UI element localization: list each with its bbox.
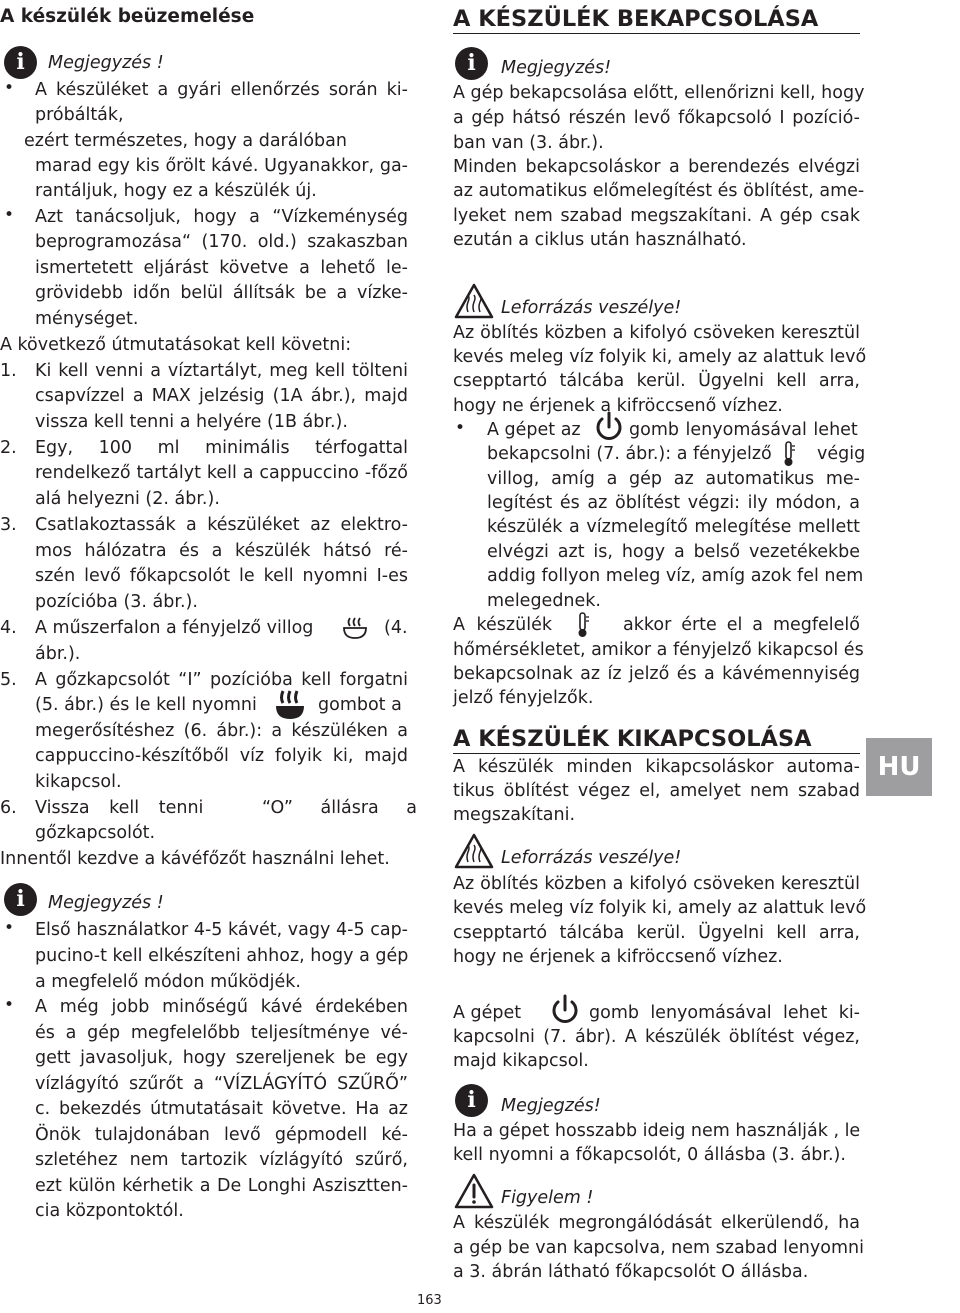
text-line: ezért természetes, hogy a darálóban [24,131,347,151]
text-line: a megfelelő módon működjék. [35,972,301,992]
info-icon: i [455,1084,488,1117]
text-line: marad egy kis őrölt kávé. Ugyanakkor, ga- [35,156,408,176]
text-line: csapvízzel a MAX jelzésig (1A ábr.), majd [35,386,408,406]
text-line: végig [817,444,866,464]
info-icon: i [455,47,488,80]
text-line: villog, amíg a gép az automatikus me- [487,469,860,489]
note-label: Megjegyzés! [501,58,612,78]
text-line: lyeket nem szabad megszakítani. A gép csak [453,206,860,226]
thermometer-icon [575,611,591,639]
text-line: melegednek. [487,591,601,611]
text-line: “O” állásra a [262,798,418,818]
text-line: Önök tulajdonában levő gépmodell ké- [35,1125,408,1145]
text-line: hogy ne érjenek a kifröccsenő vízhez. [453,396,783,416]
text-line: gomb lenyomásával lehet [629,420,858,440]
bullet-dot: • [4,995,15,1015]
text-line: ménységet. [35,309,139,329]
info-icon: i [4,46,37,79]
text-line: csepptartó tálcába kerül. Ügyelni kell arra, [453,371,860,391]
text-line: mos hálózatra és a készülék hátsó ré- [35,541,408,561]
text-line: gett javasoljuk, hogy szereljenek be egy [35,1048,408,1068]
step-number: 5. [0,670,17,690]
text-line: ezt külön kérhetik a De Longhi Aszisztten- [35,1176,408,1196]
section-title-switch-on: A KÉSZÜLÉK BEKAPCSOLÁSA [453,5,860,34]
text-line: pucino-t kell elkészíteni ahhoz, hogy a gép [35,946,409,966]
text-line: ezután a ciklus után használható. [453,230,747,250]
text-line: Minden bekapcsoláskor a berendezés elvégzi [453,157,860,177]
info-icon: i [4,883,37,916]
bullet-dot: • [4,205,15,225]
text-line: A gépet [453,1003,522,1023]
thermometer-icon [781,440,797,468]
text-line: A gőzkapcsolót “I” pozícióba kell forgatni [35,670,408,690]
text-line: Ha a gépet hosszabb ideig nem használják , le [453,1121,861,1141]
text-line: kikapcsol. [35,772,122,792]
text-line: A gép bekapcsolása előtt, ellenőrizni kell, hogy [453,83,865,103]
text-line: szletéhez nem tartozik vízlágyító szűrő, [35,1150,408,1170]
text-line: Az öblítés közben a kifolyó csöveken keresztül [453,874,860,894]
warning-label: Leforrázás veszélye! [501,848,682,868]
text-line: csepptartó tálcába kerül. Ügyelni kell arra, [453,923,860,943]
text-line: A következő útmutatásokat kell követni: [0,335,352,355]
text-line: alá helyezni (2. ábr.). [35,489,220,509]
section-title-installation: A készülék beüzemelése [0,6,255,27]
text-line: a 3. ábrán látható főkapcsolót O állásba. [453,1262,809,1282]
text-line: A készülék [453,615,552,635]
step-number: 2. [0,438,17,458]
bullet-dot: • [4,918,15,938]
text-line: kevés meleg víz folyik ki, amely az alattuk levő [453,347,867,367]
text-line: és a gép megfelelőbb teljesítménye vé- [35,1023,408,1043]
text-line: majd kikapcsol. [453,1051,589,1071]
text-line: megszakítani. [453,805,576,825]
note-label: Megjegzés! [501,1096,601,1116]
text-line: ábr.). [35,644,81,664]
text-line: Az öblítés közben a kifolyó csöveken keresztül [453,323,860,343]
text-line: A készüléket a gyári ellenőrzés során ki- [35,80,408,100]
text-line: akkor érte el a megfelelő [623,615,860,635]
text-line: A még jobb minőségű kávé érdekében [35,997,408,1017]
section-title-switch-off: A KÉSZÜLÉK KIKAPCSOLÁSA [453,725,860,754]
text-line: az automatikus előmelegítést és öblítést, ame- [453,181,865,201]
text-line: grövidebb időn belül állítsák be a vízke- [35,283,408,303]
text-line: elvégzi azt is, hogy a belső vezetékekbe [487,542,860,562]
step-number: 4. [0,618,17,638]
text-line: A készülék minden kikapcsoláskor automa- [453,757,860,777]
text-line: bekapcsolni (7. ábr.): a fényjelző [487,444,772,464]
steam-icon [340,614,370,640]
language-tab: HU [866,738,932,796]
text-line: kapcsolni (7. ábr). A készülék öblítést végez, [453,1027,860,1047]
text-line: rantáljuk, hogy ez a készülék új. [35,181,317,201]
power-button-icon [549,993,581,1027]
text-line: Azt tanácsoljuk, hogy a “Vízkeménység [35,207,408,227]
text-line: gomb lenyomásával lehet ki- [589,1003,860,1023]
text-line: vissza kell tenni a helyére (1B ábr.). [35,412,348,432]
text-line: kevés meleg víz folyik ki, amely az alattuk levő [453,898,867,918]
bullet-dot: • [455,418,466,438]
warning-label: Leforrázás veszélye! [501,298,682,318]
step-number: 3. [0,515,17,535]
text-line: c. bekezdés útmutatásait követve. Ha az [35,1099,408,1119]
text-line: Innentől kezdve a kávéfőzőt használni lehet. [0,849,390,869]
text-line: Csatlakoztassák a készüléket az elektro- [35,515,408,535]
text-line: ban van (3. ábr.). [453,133,604,153]
text-line: addig follyon meleg víz, amíg azok fel nem [487,566,864,586]
note-label: Megjegyzés ! [48,53,164,73]
note-label: Megjegyzés ! [48,893,164,913]
text-line: a gép be van kapcsolva, nem szabad lenyomni [453,1238,864,1258]
text-line: pozícióba (3. ábr.). [35,592,198,612]
text-line: vízlágyító szűrőt a “VÍZLÁGYÍTÓ SZŰRŐ” [35,1074,408,1094]
text-line: cia központoktól. [35,1201,184,1221]
text-line: jelző fényjelzők. [453,688,594,708]
text-line: bekapcsolnak az íz jelző és a kávémennyiség [453,664,860,684]
text-line: Vissza kell tenni [35,798,204,818]
text-line: készülék a vízmelegítő melegítése mellett [487,517,860,537]
text-line: megerősítéshez (6. ábr.): a készüléken a [35,721,408,741]
step-number: 6. [0,798,17,818]
text-line: cappuccino-készítőből víz folyik ki, majd [35,746,408,766]
text-line: (5. ábr.) és le kell nyomni [35,695,257,715]
text-line: tikus öblítést végez el, amelyet nem szabad [453,781,860,801]
power-button-icon [593,410,625,444]
text-line: (4. [384,618,408,638]
text-line: beprogramozása“ (170. old.) szakaszban [35,232,408,252]
text-line: hőmérsékletet, amikor a fényjelző kikapcsol és [453,640,864,660]
text-line: rendelkező tartályt kell a cappuccino -főző [35,463,408,483]
step-number: 1. [0,361,17,381]
text-line: szén levő főkapcsolót le kell nyomni I-es [35,566,408,586]
attention-label: Figyelem ! [501,1188,594,1208]
text-line: próbálták, [35,105,124,125]
page-number: 163 [417,1293,442,1308]
hot-surface-warning-icon [453,832,495,870]
text-line: legítést és az öblítést végzi: ily módon, a [487,493,860,513]
bullet-dot: • [4,78,15,98]
attention-warning-icon [453,1172,495,1210]
text-line: ismertetett eljárást követve a lehető le- [35,258,408,278]
hot-surface-warning-icon [453,282,495,320]
text-line: Egy, 100 ml minimális térfogattal [35,438,408,458]
text-line: gőzkapcsolót. [35,823,156,843]
text-line: A gépet az [487,420,581,440]
text-line: A készülék megrongálódását elkerülendő, ha [453,1213,860,1233]
text-line: Első használatkor 4-5 kávét, vagy 4-5 cap- [35,920,408,940]
text-line: a gép hátsó részén levő főkapcsoló I pozíció- [453,108,860,128]
text-line: hogy ne érjenek a kifröccsenő vízhez. [453,947,783,967]
text-line: gombot a [318,695,402,715]
steam-button-icon [270,686,310,722]
text-line: kell nyomni a főkapcsolót, 0 állásba (3. ábr.). [453,1145,846,1165]
text-line: A műszerfalon a fényjelző villog [35,618,314,638]
text-line: Ki kell venni a víztartályt, meg kell tölteni [35,361,408,381]
